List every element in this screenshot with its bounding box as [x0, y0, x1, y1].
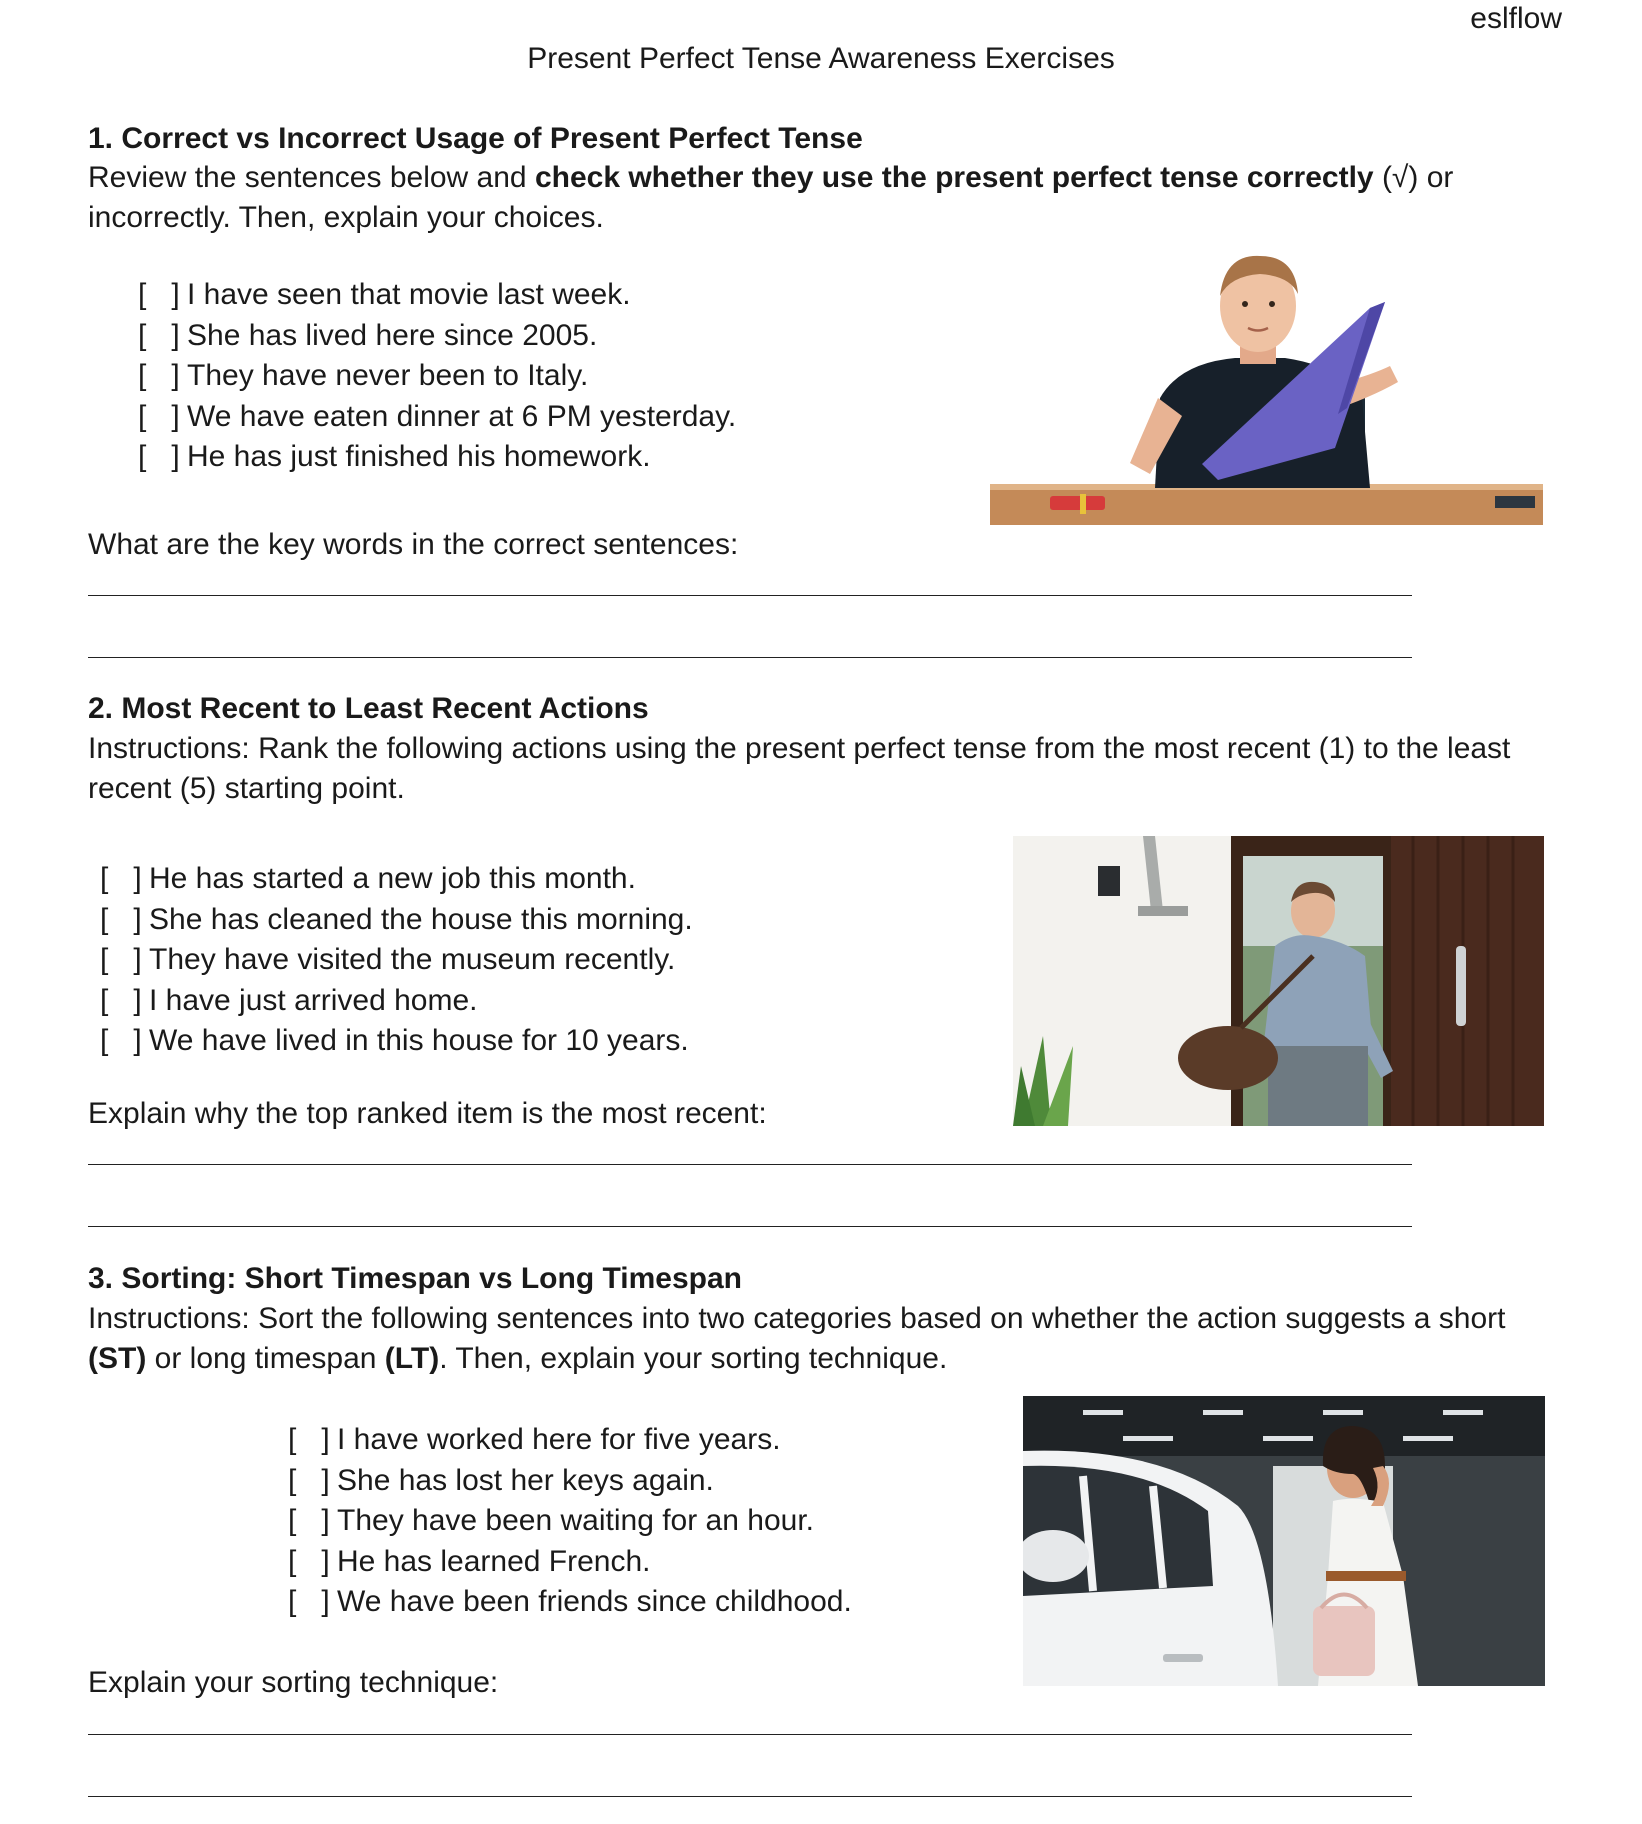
- list-item[interactable]: [ ] They have never been to Italy.: [138, 356, 736, 397]
- answer-line[interactable]: [88, 1164, 1412, 1165]
- checkbox[interactable]: [ ]: [138, 278, 180, 311]
- section-1-heading: 1. Correct vs Incorrect Usage of Present Perfect Tense: [88, 122, 863, 155]
- section-2-heading: 2. Most Recent to Least Recent Actions: [88, 692, 649, 725]
- section-3-heading: 3. Sorting: Short Timespan vs Long Timespan: [88, 1262, 742, 1295]
- list-item[interactable]: [ ] She has lived here since 2005.: [138, 316, 736, 357]
- list-item[interactable]: [ ] They have been waiting for an hour.: [288, 1501, 852, 1542]
- checkbox[interactable]: [ ]: [138, 440, 180, 473]
- answer-line[interactable]: [88, 657, 1412, 658]
- section-2-instructions: Instructions: Rank the following actions using the present perfect tense from the most recent (1) to the least recent (5) starting point.: [88, 732, 1511, 805]
- list-item[interactable]: [ ] He has learned French.: [288, 1542, 852, 1583]
- checkbox[interactable]: [ ]: [138, 318, 180, 352]
- rank-box[interactable]: [ ]: [100, 943, 142, 976]
- section-3-instructions: Instructions: Sort the following sentences into two categories based on whether the action suggests a short (ST) or long timespan (LT). Then, explain your sorting technique.: [88, 1302, 1506, 1375]
- category-box[interactable]: [ ]: [288, 1423, 330, 1456]
- category-box[interactable]: [ ]: [288, 1504, 330, 1537]
- man-entering-door-photo: [1013, 836, 1544, 1126]
- worksheet-title: Present Perfect Tense Awareness Exercises: [527, 42, 1115, 75]
- section-3-sentence-list: [288, 1420, 852, 1623]
- list-item[interactable]: [ ] She has lost her keys again.: [288, 1461, 852, 1502]
- list-item[interactable]: [ ] I have just arrived home.: [100, 981, 693, 1022]
- list-item[interactable]: [ ] I have worked here for five years.: [288, 1420, 852, 1461]
- list-item[interactable]: [ ] She has cleaned the house this morning.: [100, 900, 693, 941]
- checkbox[interactable]: [ ]: [138, 399, 180, 433]
- answer-line[interactable]: [88, 1796, 1412, 1797]
- rank-box[interactable]: [ ]: [100, 862, 142, 895]
- section-2-action-list: [100, 859, 693, 1062]
- list-item[interactable]: [ ] He has started a new job this month.: [100, 859, 693, 900]
- boy-with-folder-photo: [990, 248, 1543, 525]
- list-item[interactable]: [ ] I have seen that movie last week.: [138, 275, 736, 316]
- section-1-prompt: What are the key words in the correct sentences:: [88, 528, 739, 561]
- checkbox[interactable]: [ ]: [138, 359, 180, 392]
- list-item[interactable]: [ ] We have lived in this house for 10 years.: [100, 1021, 693, 1062]
- rank-box[interactable]: [ ]: [100, 983, 142, 1017]
- section-1-instructions: Review the sentences below and check whether they use the present perfect tense correctly (√) or incorrectly. Then, explain your choices.: [88, 161, 1454, 234]
- section-2-prompt: Explain why the top ranked item is the most recent:: [88, 1097, 767, 1130]
- rank-box[interactable]: [ ]: [100, 1024, 142, 1057]
- section-3-prompt: Explain your sorting technique:: [88, 1666, 499, 1699]
- list-item[interactable]: [ ] We have been friends since childhood.: [288, 1582, 852, 1623]
- category-box[interactable]: [ ]: [288, 1585, 330, 1618]
- list-item[interactable]: [ ] We have eaten dinner at 6 PM yesterday.: [138, 397, 736, 438]
- category-box[interactable]: [ ]: [288, 1544, 330, 1578]
- brand-label: eslflow: [1470, 2, 1562, 35]
- category-box[interactable]: [ ]: [288, 1463, 330, 1497]
- answer-line[interactable]: [88, 1734, 1412, 1735]
- answer-line[interactable]: [88, 595, 1412, 596]
- section-1-sentence-list: [138, 275, 736, 478]
- answer-line[interactable]: [88, 1226, 1412, 1227]
- woman-searching-bag-photo: [1023, 1396, 1545, 1686]
- list-item[interactable]: [ ] He has just finished his homework.: [138, 437, 736, 478]
- list-item[interactable]: [ ] They have visited the museum recently.: [100, 940, 693, 981]
- rank-box[interactable]: [ ]: [100, 902, 142, 936]
